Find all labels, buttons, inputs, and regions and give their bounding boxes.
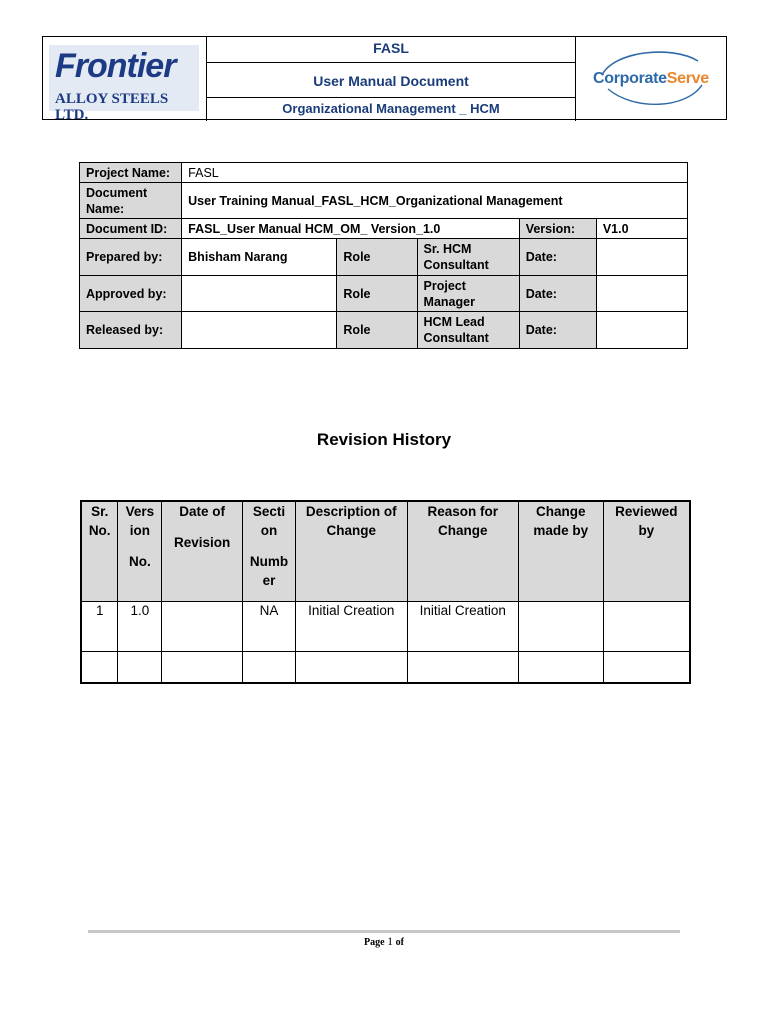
row-reviewed-by (603, 602, 690, 652)
row-description: Initial Creation (295, 602, 407, 652)
page-number: Page 1 of (364, 934, 404, 948)
role-label: Role (337, 276, 417, 312)
released-by-label: Released by: (80, 312, 182, 349)
revision-history-title: Revision History (316, 430, 452, 449)
version-label: Version: (519, 219, 596, 239)
frontier-logo-name: Frontier (55, 47, 176, 85)
table-row (80, 312, 688, 349)
document-id-value: FASL_User Manual HCM_OM_ Version_1.0 (182, 219, 520, 239)
date-label: Date: (519, 276, 596, 312)
date-label: Date: (519, 312, 596, 349)
released-role-value: HCM Lead Consultant (417, 312, 519, 349)
corporateserve-wordmark: CorporateServe (593, 70, 709, 87)
approved-role-value: Project Manager (417, 276, 519, 312)
approved-by-label: Approved by: (80, 276, 182, 312)
table-row (80, 219, 688, 239)
table-row (81, 602, 690, 652)
document-name-value: User Training Manual_FASL_HCM_Organizational Management (182, 183, 688, 219)
col-header-section-number: Secti on Numb er (243, 501, 296, 602)
prepared-by-value: Bhisham Narang (182, 239, 337, 276)
document-name-label: Document Name: (80, 183, 182, 219)
approved-by-value (182, 276, 337, 312)
date-label: Date: (519, 239, 596, 276)
header-doc-type: User Manual Document (207, 63, 575, 98)
table-row (80, 276, 688, 312)
header-company: FASL (207, 37, 575, 63)
table-row (80, 183, 688, 219)
col-header-reason: Reason for Change (407, 501, 518, 602)
row-section: NA (243, 602, 296, 652)
col-header-change-made-by: Change made by (518, 501, 603, 602)
project-name-value: FASL (182, 163, 688, 183)
role-label: Role (337, 239, 417, 276)
released-date-value (596, 312, 687, 349)
role-label: Role (337, 312, 417, 349)
corporateserve-logo (576, 37, 726, 119)
col-header-reviewed-by: Reviewed by (603, 501, 690, 602)
footer-divider (88, 930, 680, 933)
frontier-logo (43, 37, 206, 123)
frontier-logo-subtitle: ALLOY STEELS LTD. (55, 91, 169, 123)
col-header-version-no: Vers ion No. (118, 501, 162, 602)
row-version: 1.0 (118, 602, 162, 652)
col-header-sr-no: Sr. No. (81, 501, 118, 602)
header-module: Organizational Management _ HCM (282, 101, 500, 116)
table-header-row (81, 501, 690, 602)
table-row (80, 239, 688, 276)
row-made-by (518, 602, 603, 652)
revision-history-table (80, 500, 691, 684)
version-value: V1.0 (596, 219, 687, 239)
table-row (80, 163, 688, 183)
row-sr-no: 1 (81, 602, 118, 652)
released-by-value (182, 312, 337, 349)
row-reason: Initial Creation (407, 602, 518, 652)
row-date (162, 602, 243, 652)
prepared-date-value (596, 239, 687, 276)
project-name-label: Project Name: (80, 163, 182, 183)
col-header-description: Description of Change (295, 501, 407, 602)
table-row-empty (81, 652, 690, 684)
prepared-role-value: Sr. HCM Consultant (417, 239, 519, 276)
document-info-table (79, 162, 688, 349)
col-header-date-of-revision: Date of Revision (162, 501, 243, 602)
document-header (42, 36, 727, 123)
prepared-by-label: Prepared by: (80, 239, 182, 276)
header-title-block (206, 37, 576, 121)
approved-date-value (596, 276, 687, 312)
document-id-label: Document ID: (80, 219, 182, 239)
